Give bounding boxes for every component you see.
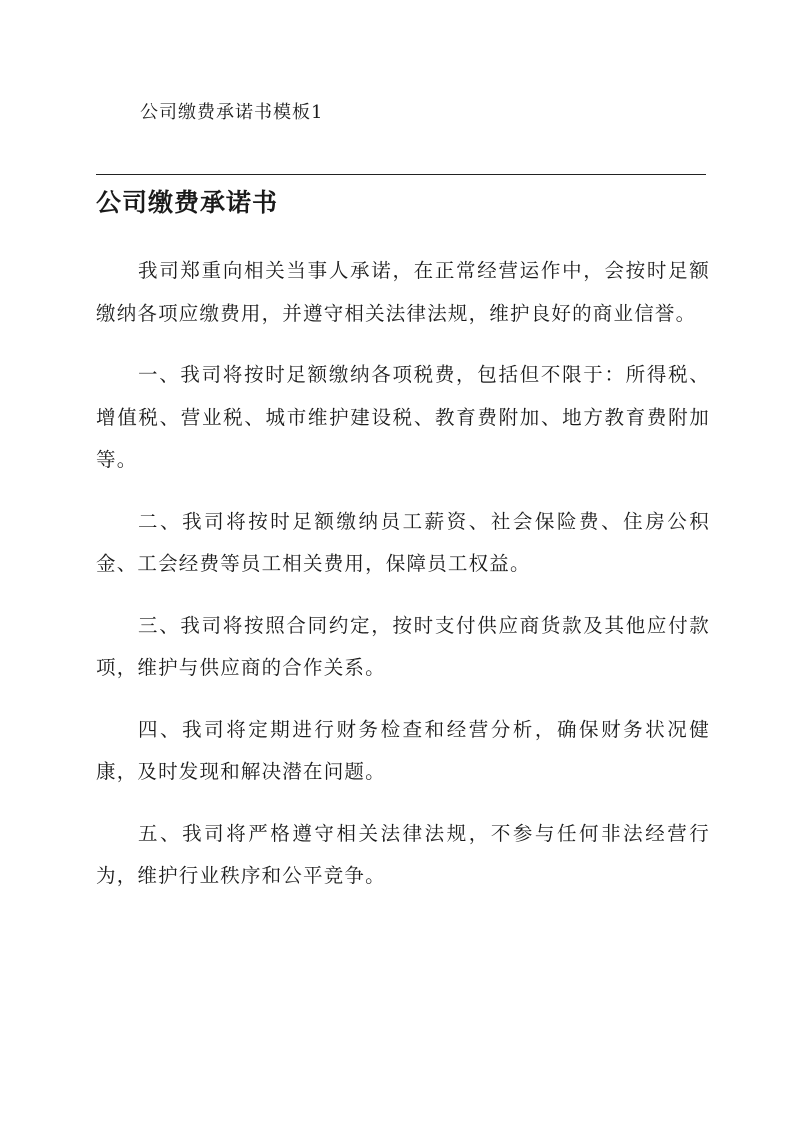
clause-1-paragraph: 一、我司将按时足额缴纳各项税费，包括但不限于：所得税、增值税、营业税、城市维护建设税、教育费附加、地方教育费附加等。	[96, 363, 710, 471]
document-title: 公司缴费承诺书	[96, 188, 279, 217]
document-body	[96, 250, 710, 917]
clause-5-paragraph: 五、我司将严格遵守相关法律法规，不参与任何非法经营行为，维护行业秩序和公平竞争。	[96, 821, 710, 887]
intro-paragraph: 我司郑重向相关当事人承诺，在正常经营运作中，会按时足额缴纳各项应缴费用，并遵守相关法律法规，维护良好的商业信誉。	[96, 259, 710, 325]
clause-3-paragraph: 三、我司将按照合同约定，按时支付供应商货款及其他应付款项，维护与供应商的合作关系。	[96, 613, 710, 679]
clause-4-paragraph: 四、我司将定期进行财务检查和经营分析，确保财务状况健康，及时发现和解决潜在问题。	[96, 717, 710, 783]
header-divider	[96, 174, 706, 175]
template-header-title: 公司缴费承诺书模板1	[140, 102, 324, 123]
clause-2-paragraph: 二、我司将按时足额缴纳员工薪资、社会保险费、住房公积金、工会经费等员工相关费用，保障员工权益。	[96, 509, 710, 575]
